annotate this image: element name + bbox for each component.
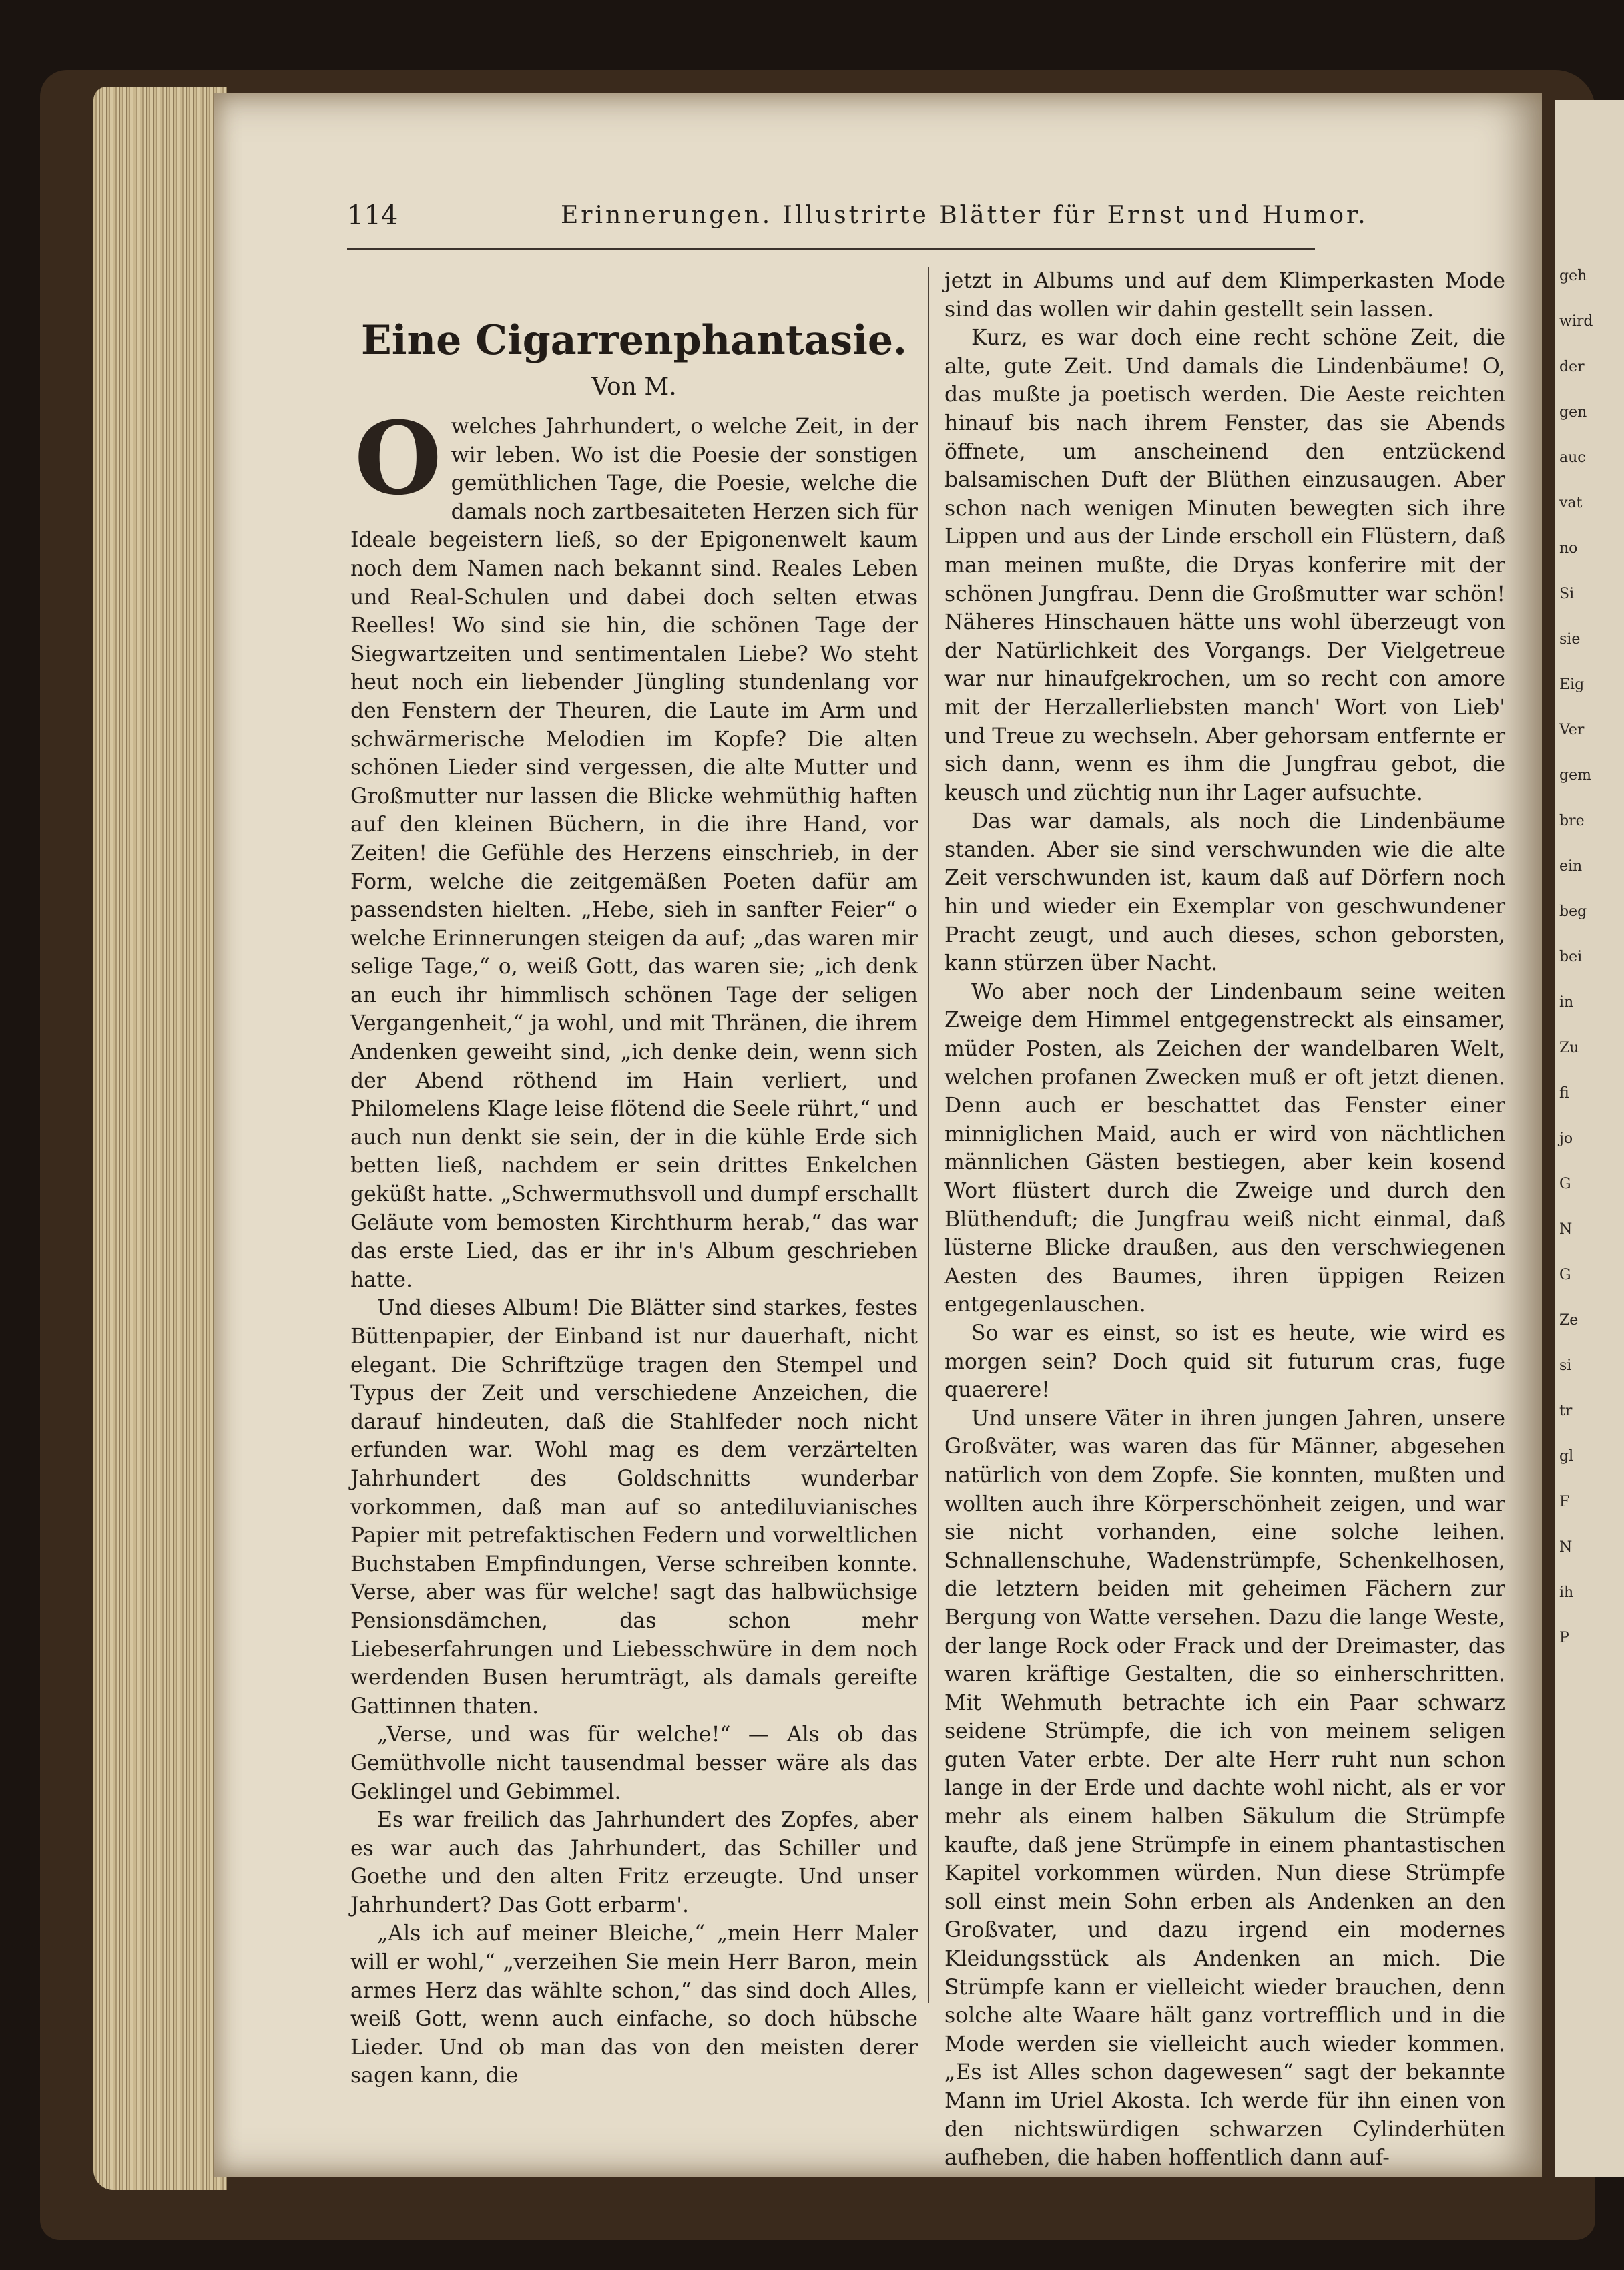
paragraph: So war es einst, so ist es heute, wie wird es morgen sein? Doch quid sit futurum cras, fuge quaerere! bbox=[944, 1321, 1505, 1403]
facing-page-fragment: gen bbox=[1559, 404, 1587, 421]
page-header bbox=[347, 200, 1368, 240]
facing-page-fragment: N bbox=[1559, 1221, 1573, 1238]
facing-page-fragment: der bbox=[1559, 359, 1585, 375]
paragraph: Es war freilich das Jahrhundert des Zopfes, aber es war auch das Jahrhundert, das Schiller und Goethe und den alten Fritz erzeugte. Und unser Jahrhundert? Das Gott erbarm'. bbox=[350, 1808, 918, 1917]
facing-page-fragment: vat bbox=[1559, 495, 1583, 511]
facing-page-fragment: Ver bbox=[1559, 722, 1585, 738]
paragraph: Kurz, es war doch eine recht schöne Zeit, die alte, gute Zeit. Und damals die Lindenbäume! O, das mußte ja poetisch werden. Die Aeste reichten hinauf bis nach ihrem Fenster, das sie Abends öffnete, um anscheinend den entzückend balsamischen Duft der Blüthen einzusaugen. Aber schon nach wenigen Minuten bewegten sich ihre Lippen und aus der Linde erscholl ein Flüstern, daß man meinen mußte, die Dryas konferire mit der schönen Jungfrau. Denn die Großmutter war schön! Näheres Hinschauen hätte uns wohl überzeugt von der Natürlichkeit des Vorgangs. Der Vielgetreue war nur hinaufgekrochen, um so recht con amore mit der Herzallerliebsten manch' Wort von Lieb' und Treue zu wechseln. Aber gehorsam entfernte er sich dann, wenn es ihm die Jungfrau gebot, die keusch und züchtig nun ihr Lager aufsuchte. bbox=[944, 326, 1505, 805]
facing-page-fragment: auc bbox=[1559, 449, 1586, 466]
paragraph: Und unsere Väter in ihren jungen Jahren, unsere Großväter, was waren das für Männer, abgesehen natürlich von dem Zopfe. Sie konnten, mußten und wollten auch ihre Körperschönheit zeigen, und war sie nicht vorhanden, eine solche leihen. Schnallenschuhe, Wadenstrümpfe, Schenkelhosen, die letztern beiden mit geheimen Fächern zur Bergung von Watte versehen. Dazu die lange Weste, der lange Rock oder Frack und der Dreimaster, das waren kräftige Gestalten, die so einherschritten. Mit Wehmuth betrachte ich ein Paar schwarz seidene Strümpfe, die ich von meinem seligen guten Vater erbte. Der alte Herr ruht nun schon lange in der Erde und dachte wohl nicht, als er vor mehr als einem halben Säkulum die Strümpfe kaufte, daß jene Strümpfe in einem phantastischen Kapitel vorkommen würden. Nun diese Strümpfe soll einst mein Sohn erben als Andenken an den Großvater, und dazu irgend ein modernes Kleidungsstück als Andenken an mich. Die Strümpfe kann er vielleicht wieder brauchen, denn solche alte Waare hält ganz vortrefflich und in die Mode werden sie vielleicht auch wieder kommen. „Es ist Alles schon dagewesen“ sagt der bekannte Mann im Uriel Akosta. Ich werde für ihn einen von den nichtswürdigen schwarzen Cylinderhüten aufheben, die haben hoffentlich dann auf- bbox=[944, 1406, 1505, 2171]
facing-page-fragment: sie bbox=[1559, 631, 1581, 648]
facing-page-fragment: N bbox=[1559, 1539, 1573, 1556]
facing-page-fragment: Zu bbox=[1559, 1040, 1579, 1056]
facing-page-fragment: Ze bbox=[1559, 1312, 1579, 1329]
page-edges bbox=[93, 87, 227, 2190]
facing-page-fragment: Eig bbox=[1559, 676, 1585, 693]
facing-page-fragment: G bbox=[1559, 1267, 1571, 1283]
facing-page-fragment: beg bbox=[1559, 903, 1587, 920]
article-title: Eine Cigarrenphantasie. bbox=[361, 317, 907, 364]
facing-page-fragment: bre bbox=[1559, 813, 1585, 829]
facing-page-fragment: tr bbox=[1559, 1403, 1573, 1419]
facing-page-fragment: si bbox=[1559, 1357, 1572, 1374]
column-divider bbox=[928, 267, 929, 2003]
facing-page-fragment: gl bbox=[1559, 1448, 1574, 1465]
article-byline: Von M. bbox=[591, 373, 677, 401]
paragraph: „Verse, und was für welche!“ — Als ob das Gemüthvolle nicht tausendmal besser wäre als das Geklingel und Gebimmel. bbox=[350, 1723, 918, 1804]
facing-page-fragment: gem bbox=[1559, 767, 1591, 784]
paragraph: „Als ich auf meiner Bleiche,“ „mein Herr Maler will er wohl,“ „verzeihen Sie mein Herr Baron, mein armes Herz das wählte schon,“ das sind doch Alles, weiß Gott, wenn auch einfache, so doch hübsche Lieder. Und ob man das von den meisten derer sagen kann, die bbox=[350, 1921, 918, 2088]
facing-page-fragment: P bbox=[1559, 1630, 1569, 1646]
facing-page-fragment: geh bbox=[1559, 268, 1587, 284]
right-column bbox=[944, 267, 1505, 2173]
paragraph-text: welches Jahrhundert, o welche Zeit, in der wir leben. Wo ist die Poesie der sonstigen gemüthlichen Tage, die Poesie, welche die damals noch zartbesaiteten Herzen sich für Ideale begeistern ließ, so der Epigonenwelt kaum noch dem Namen nach bekannt sind. Reales Leben und Real-Schulen und dabei doch selten etwas Reelles! Wo sind sie hin, die schönen Tage der Siegwartzeiten und sentimentalen Liebe? Wo steht heut noch ein liebender Jüngling stundenlang vor den Fenstern der Theuren, die Laute im Arm und schwärmerische Melodien im Kopfe? Die alten schönen Lieder sind vergessen, die alte Mutter und Großmutter nur lassen die Blicke wehmüthig haften auf den kleinen Büchern, in die ihre Hand, vor Zeiten! die Gefühle des Herzens einschrieb, in der Form, welche die zeitgemäßen Poeten dafür am passendsten hielten. „Hebe, sieh in sanfter Feier“ o welche Erinnerungen steigen da auf; „das waren mir selige Tage,“ o, weiß Gott, das waren sie; „ich denk an euch ihr himmlisch schönen Tage der seligen Vergangenheit,“ ja wohl, und mit Thränen, die ihrem Andenken geweiht sind, „ich denke dein, wenn sich der Abend röthend im Hain verliert, und Philomelens Klage leise flötend die Seele rührt,“ und auch nun denkt sie sein, der in die kühle Erde sich betten ließ, nachdem er sein drittes Enkelchen geküßt hatte. „Schwermuthsvoll und dumpf erschallt Geläute vom bemosten Kirchthurm herab,“ das war das erste Lied, das er ihr in's Album geschrieben hatte. bbox=[350, 415, 918, 1292]
facing-page-fragment: ih bbox=[1559, 1584, 1574, 1601]
facing-page-fragment: bei bbox=[1559, 949, 1583, 965]
paragraph: Und dieses Album! Die Blätter sind starkes, festes Büttenpapier, der Einband ist nur dauerhaft, nicht elegant. Die Schriftzüge tragen den Stempel und Typus der Zeit und verschiedene Anzeichen, die darauf hindeuten, daß die Stahlfeder noch nicht erfunden war. Wohl mag es dem verzärtelten Jahrhundert des Goldschnitts wunderbar vorkommen, daß man auf so antediluvianisches Papier mit petrefaktischen Federn und vorweltlichen Buchstaben Empfindungen, Verse schreiben konnte. Verse, aber was für welche! sagt das halbwüchsige Pensionsdämchen, das schon mehr Liebeserfahrungen und Liebesschwüre in dem noch werdenden Busen herumträgt, als damals gereifte Gattinnen thaten. bbox=[350, 1296, 918, 1719]
facing-page-fragment: F bbox=[1559, 1494, 1570, 1510]
facing-page-fragment: in bbox=[1559, 994, 1574, 1011]
page-number: 114 bbox=[347, 200, 398, 231]
facing-page-fragment: ein bbox=[1559, 858, 1583, 875]
header-rule bbox=[347, 248, 1315, 250]
drop-cap: O bbox=[354, 400, 442, 517]
paragraph: Das war damals, als noch die Lindenbäume standen. Aber sie sind verschwunden wie die alte Zeit verschwunden ist, kaum daß auf Dörfern noch hin und wieder ein Exemplar von geschwundener Pracht zeugt, und auch dieses, schon geborsten, kann stürzen über Nacht. bbox=[944, 809, 1505, 976]
facing-page-fragment: jo bbox=[1559, 1130, 1573, 1147]
facing-page-fragment: wird bbox=[1559, 313, 1593, 330]
facing-page bbox=[1555, 100, 1624, 2177]
paragraph: Wo aber noch der Lindenbaum seine weiten Zweige dem Himmel entgegenstreckt als einsamer, müder Posten, als Zeichen der wandelbaren Welt, welchen profanen Zwecken muß er oft jetzt dienen. Denn auch er beschattet das Fenster einer minniglichen Maid, auch er wird von nächtlichen männlichen Gästen bestiegen, aber kein kosend Wort flüstert durch die Zweige und durch den Blüthenduft; die Jungfrau weiß nicht einmal, daß lüsterne Blicke draußen, aus den verschwiegenen Aesten des Baumes, ihren üppigen Reizen entgegenlauschen. bbox=[944, 979, 1505, 1317]
facing-page-fragment: fi bbox=[1559, 1085, 1569, 1102]
facing-page-fragment: Si bbox=[1559, 586, 1575, 602]
running-title: Erinnerungen. Illustrirte Blätter für Ernst und Humor. bbox=[561, 202, 1368, 229]
paragraph: jetzt in Albums und auf dem Klimperkasten Mode sind das wollen wir dahin gestellt sein lassen. bbox=[944, 269, 1505, 322]
facing-page-fragment: G bbox=[1559, 1176, 1571, 1192]
left-column bbox=[350, 267, 918, 2090]
facing-page-fragment: no bbox=[1559, 540, 1578, 557]
paragraph bbox=[350, 400, 918, 1294]
